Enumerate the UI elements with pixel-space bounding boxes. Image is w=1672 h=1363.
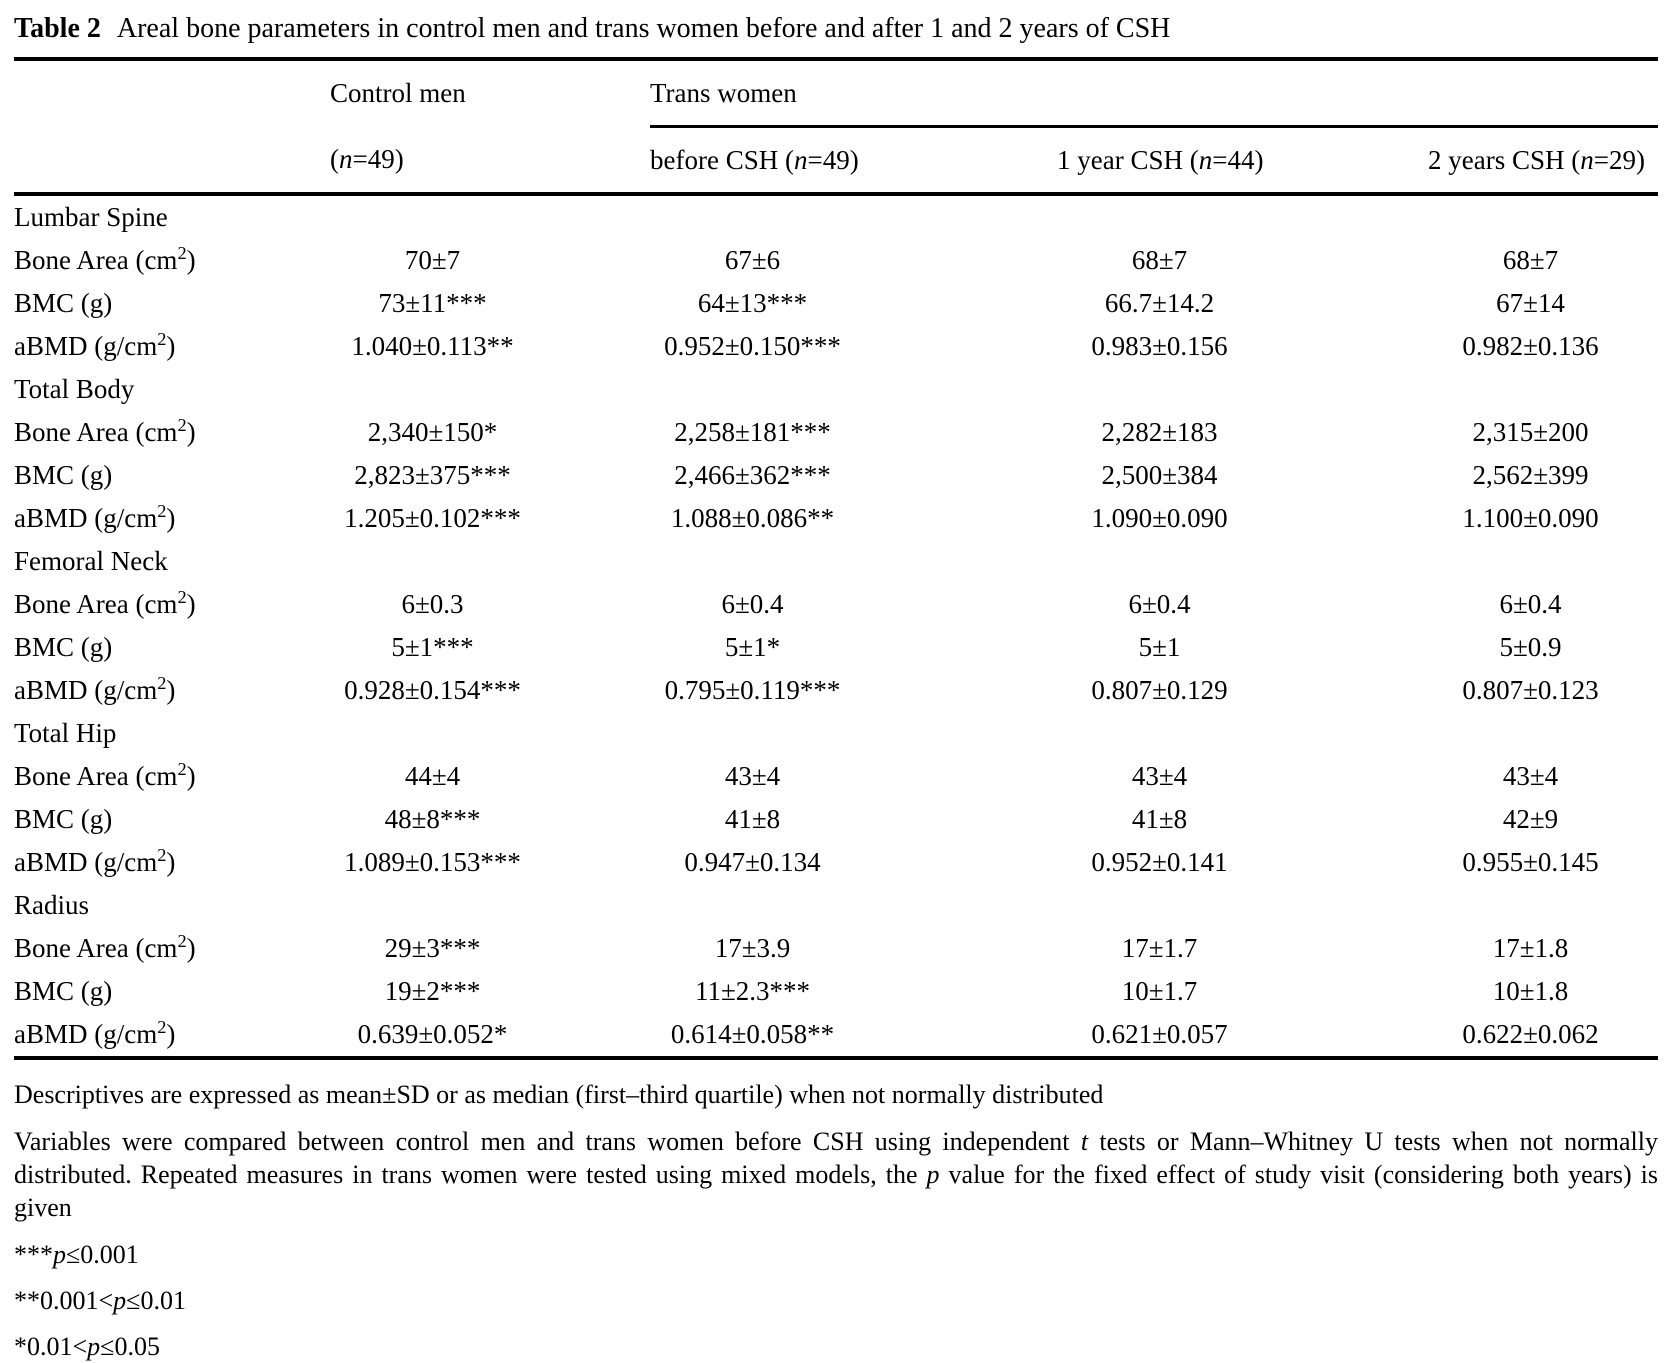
value-text: 0.955±0.145 xyxy=(1462,847,1599,877)
cell-value xyxy=(330,454,650,497)
value-text: 43±4 xyxy=(1131,761,1188,791)
group-header-row xyxy=(14,59,1658,127)
cell-value xyxy=(650,325,1057,368)
cell-value xyxy=(1057,798,1428,841)
value-text: 67±14 xyxy=(1496,288,1565,318)
cell-value xyxy=(1057,454,1428,497)
table-row xyxy=(14,583,1658,626)
value-text: 44±4 xyxy=(404,761,461,791)
table-row xyxy=(14,411,1658,454)
value-text: 0.807±0.129 xyxy=(1091,675,1228,705)
col-subheader-2-years-csh: 2 years CSH (n=29) xyxy=(1428,127,1658,195)
row-label: Bone Area $(cm^2)$ xyxy=(14,931,196,963)
section-row xyxy=(14,884,1658,927)
cell-value xyxy=(330,970,650,1013)
value-text: 5±1* xyxy=(724,632,781,662)
cell-value xyxy=(650,798,1057,841)
value-text: 0.947±0.134 xyxy=(684,847,821,877)
cell-value xyxy=(1428,626,1658,669)
cell-value xyxy=(1428,497,1658,540)
value-text: 6±0.4 xyxy=(721,589,784,619)
value-text: 0.807±0.123 xyxy=(1462,675,1599,705)
cell-value xyxy=(1057,583,1428,626)
value-text: 64±13*** xyxy=(697,288,808,318)
bone-parameters-table xyxy=(14,57,1658,1060)
value-text: 5±1 xyxy=(1138,632,1181,662)
table-row xyxy=(14,1013,1658,1058)
cell-value xyxy=(330,755,650,798)
empty-corner-cell xyxy=(14,59,330,127)
value-text: 2,500±384 xyxy=(1101,460,1218,490)
row-label: BMC (g) xyxy=(14,804,113,834)
value-text: 2,282±183 xyxy=(1101,417,1218,447)
value-text: 10±1.8 xyxy=(1492,976,1569,1006)
value-text: 41±8 xyxy=(1131,804,1188,834)
value-text: 0.639±0.052* xyxy=(357,1019,508,1049)
cell-value xyxy=(330,583,650,626)
cell-value xyxy=(650,755,1057,798)
value-text: 1.088±0.086** xyxy=(670,503,835,533)
row-label: BMC (g) xyxy=(14,460,113,490)
value-text: 68±7 xyxy=(1502,245,1559,275)
section-label: Radius xyxy=(14,890,90,920)
cell-value xyxy=(1057,669,1428,712)
sub-header-row xyxy=(14,127,1658,195)
value-text: 73±11*** xyxy=(378,288,487,318)
table-footnotes xyxy=(14,1078,1658,1363)
value-text: 1.100±0.090 xyxy=(1462,503,1599,533)
cell-value xyxy=(1057,755,1428,798)
footnote-sig-one-star: *0.01<p≤0.05 xyxy=(14,1332,160,1361)
col-subheader-1-year-csh: 1 year CSH (n=44) xyxy=(1057,127,1428,195)
col-header-control-men: Control men xyxy=(330,59,650,127)
row-label: aBMD $(g/cm^2)$ xyxy=(14,501,176,533)
table-row xyxy=(14,970,1658,1013)
cell-value xyxy=(330,239,650,282)
cell-value xyxy=(1428,282,1658,325)
section-row xyxy=(14,194,1658,239)
cell-value xyxy=(650,927,1057,970)
table-row xyxy=(14,325,1658,368)
col-subheader-control-n: (n=49) xyxy=(330,127,650,195)
cell-value xyxy=(650,841,1057,884)
cell-value xyxy=(1057,1013,1428,1058)
value-text: 17±1.7 xyxy=(1121,933,1198,963)
cell-value xyxy=(1057,239,1428,282)
cell-value xyxy=(1057,841,1428,884)
row-label: aBMD $(g/cm^2)$ xyxy=(14,845,176,877)
cell-value xyxy=(650,497,1057,540)
row-label: Bone Area $(cm^2)$ xyxy=(14,587,196,619)
value-text: 6±0.3 xyxy=(401,589,464,619)
cell-value xyxy=(1428,583,1658,626)
table-row xyxy=(14,239,1658,282)
value-text: 0.614±0.058** xyxy=(670,1019,835,1049)
section-row xyxy=(14,712,1658,755)
value-text: 0.622±0.062 xyxy=(1462,1019,1599,1049)
cell-value xyxy=(1428,669,1658,712)
section-label: Femoral Neck xyxy=(14,546,168,576)
value-text: 1.089±0.153*** xyxy=(344,847,521,877)
col-header-trans-women: Trans women xyxy=(650,59,1658,127)
table-row xyxy=(14,798,1658,841)
value-text: 2,340±150* xyxy=(367,417,498,447)
value-text: 2,466±362*** xyxy=(674,460,831,490)
value-text: 2,562±399 xyxy=(1472,460,1589,490)
table-row xyxy=(14,841,1658,884)
cell-value xyxy=(650,282,1057,325)
value-text: 70±7 xyxy=(404,245,461,275)
cell-value xyxy=(330,669,650,712)
value-text: 43±4 xyxy=(724,761,781,791)
footnote-sig-three-stars: ***p≤0.001 xyxy=(14,1240,139,1269)
value-text: 5±0.9 xyxy=(1499,632,1562,662)
cell-value xyxy=(650,239,1057,282)
table-caption-text: Areal bone parameters in control men and trans women before and after 1 and 2 years of CSH xyxy=(116,13,1171,44)
cell-value xyxy=(330,282,650,325)
value-text: 41±8 xyxy=(724,804,781,834)
row-label: Bone Area $(cm^2)$ xyxy=(14,243,196,275)
value-text: 43±4 xyxy=(1502,761,1559,791)
col-subheader-before-csh: before CSH (n=49) xyxy=(650,127,1057,195)
table-row xyxy=(14,669,1658,712)
value-text: 17±1.8 xyxy=(1492,933,1569,963)
cell-value xyxy=(1428,798,1658,841)
cell-value xyxy=(330,1013,650,1058)
cell-value xyxy=(330,497,650,540)
value-text: 0.983±0.156 xyxy=(1091,331,1228,361)
value-text: 2,315±200 xyxy=(1472,417,1589,447)
cell-value xyxy=(330,841,650,884)
section-label: Total Body xyxy=(14,374,135,404)
table-caption xyxy=(14,12,1658,46)
cell-value xyxy=(650,454,1057,497)
cell-value xyxy=(650,411,1057,454)
cell-value xyxy=(650,1013,1057,1058)
cell-value xyxy=(1057,282,1428,325)
table-row xyxy=(14,755,1658,798)
value-text: 2,823±375*** xyxy=(354,460,511,490)
value-text: 1.040±0.113** xyxy=(351,331,514,361)
empty-corner-cell xyxy=(14,127,330,195)
value-text: 29±3*** xyxy=(384,933,481,963)
table-row xyxy=(14,927,1658,970)
value-text: 0.952±0.141 xyxy=(1091,847,1228,877)
cell-value xyxy=(1057,970,1428,1013)
section-row xyxy=(14,540,1658,583)
value-text: 66.7±14.2 xyxy=(1104,288,1215,318)
value-text: 17±3.9 xyxy=(714,933,791,963)
value-text: 11±2.3*** xyxy=(694,976,811,1006)
value-text: 42±9 xyxy=(1502,804,1559,834)
value-text: 48±8*** xyxy=(384,804,481,834)
value-text: 0.982±0.136 xyxy=(1462,331,1599,361)
table-caption-label: Table 2 xyxy=(14,13,101,44)
value-text: 19±2*** xyxy=(384,976,481,1006)
cell-value xyxy=(1057,325,1428,368)
table-row xyxy=(14,497,1658,540)
row-label: aBMD $(g/cm^2)$ xyxy=(14,673,176,705)
value-text: 6±0.4 xyxy=(1128,589,1191,619)
cell-value xyxy=(330,626,650,669)
value-text: 1.090±0.090 xyxy=(1091,503,1228,533)
row-label: aBMD $(g/cm^2)$ xyxy=(14,329,176,361)
cell-value xyxy=(330,325,650,368)
cell-value xyxy=(650,583,1057,626)
row-label: BMC (g) xyxy=(14,288,113,318)
value-text: 10±1.7 xyxy=(1121,976,1198,1006)
table-row xyxy=(14,626,1658,669)
value-text: 0.952±0.150*** xyxy=(664,331,841,361)
cell-value xyxy=(1428,454,1658,497)
section-label: Total Hip xyxy=(14,718,117,748)
cell-value xyxy=(1428,1013,1658,1058)
cell-value xyxy=(1057,927,1428,970)
footnote-sig-two-stars: **0.001<p≤0.01 xyxy=(14,1286,186,1315)
cell-value xyxy=(1428,755,1658,798)
value-text: 6±0.4 xyxy=(1499,589,1562,619)
cell-value xyxy=(330,927,650,970)
row-label: BMC (g) xyxy=(14,976,113,1006)
row-label: BMC (g) xyxy=(14,632,113,662)
cell-value xyxy=(1428,239,1658,282)
cell-value xyxy=(650,626,1057,669)
section-label: Lumbar Spine xyxy=(14,202,168,232)
table-row xyxy=(14,454,1658,497)
value-text: 5±1*** xyxy=(391,632,474,662)
footnote-methods: Variables were compared between control men and trans women before CSH using independent t tests or Mann–Whitney U tests when not normally distributed. Repeated measures in trans women were tested using mixed models, the p value for the fixed effect of study visit (considering both years) is given xyxy=(14,1127,1659,1222)
section-row xyxy=(14,368,1658,411)
cell-value xyxy=(1057,497,1428,540)
cell-value xyxy=(650,669,1057,712)
cell-value xyxy=(1428,927,1658,970)
row-label: Bone Area $(cm^2)$ xyxy=(14,759,196,791)
cell-value xyxy=(1428,970,1658,1013)
cell-value xyxy=(330,411,650,454)
row-label: aBMD $(g/cm^2)$ xyxy=(14,1013,330,1058)
cell-value xyxy=(1428,411,1658,454)
value-text: 68±7 xyxy=(1131,245,1188,275)
cell-value xyxy=(1428,325,1658,368)
value-text: 0.795±0.119*** xyxy=(664,675,841,705)
value-text: 67±6 xyxy=(724,245,781,275)
cell-value xyxy=(1057,626,1428,669)
row-label: Bone Area $(cm^2)$ xyxy=(14,415,196,447)
cell-value xyxy=(650,970,1057,1013)
footnote-descriptives: Descriptives are expressed as mean±SD or as median (first–third quartile) when not normally distributed xyxy=(14,1080,1104,1109)
table-row xyxy=(14,282,1658,325)
cell-value xyxy=(330,798,650,841)
cell-value xyxy=(1428,841,1658,884)
value-text: 1.205±0.102*** xyxy=(344,503,521,533)
value-text: 0.621±0.057 xyxy=(1091,1019,1228,1049)
cell-value xyxy=(1057,411,1428,454)
value-text: 2,258±181*** xyxy=(674,417,831,447)
value-text: 0.928±0.154*** xyxy=(344,675,521,705)
